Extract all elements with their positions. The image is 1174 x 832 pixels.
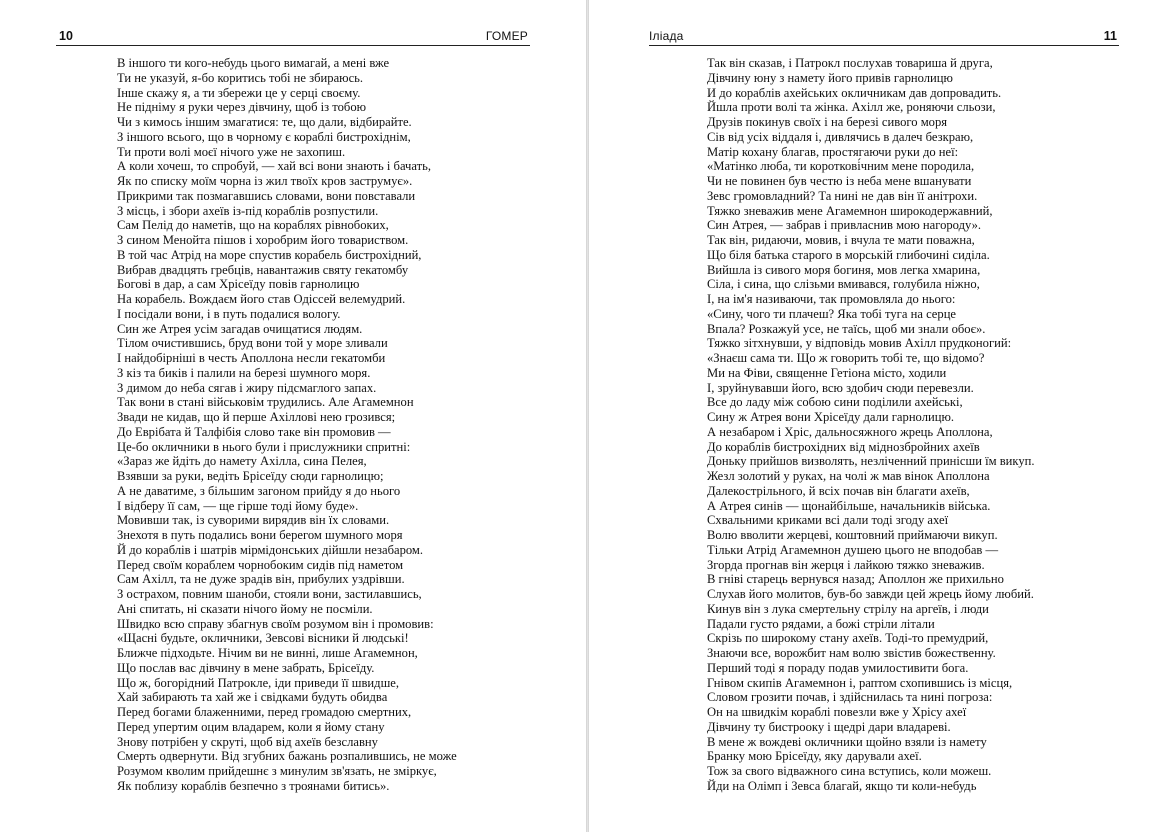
- verse-line: «Сину, чого ти плачеш? Яка тобі туга на серце: [707, 306, 957, 321]
- verse-line: До Еврібата й Талфібія слово таке він промовив —: [117, 424, 391, 439]
- verse-line: З димом до неба сягав і жиру підсмаглого запах.: [117, 380, 377, 395]
- verse-line: І, зруйнувавши його, всю здобич сюди перевезли.: [707, 380, 974, 395]
- verse-line: Перед своїм кораблем чорнобоким сидів під наметом: [117, 557, 404, 572]
- verse-line: Швидко всю справу збагнув своїм розумом він і промовив:: [117, 616, 434, 631]
- verse-line: Взявши за руки, ведіть Брісеїду сюди гарнолицю;: [117, 469, 384, 483]
- verse-line: Син же Атрея усім загадав очищатися людям.: [117, 321, 363, 336]
- verse-line: Ближче підходьте. Нічим ви не винні, лише Агамемнон,: [117, 646, 418, 660]
- verse-line: Згорда прогнав він жерця і лайкою тяжко зневажив.: [707, 557, 985, 572]
- verse-line: Ти не указуй, я-бо коритись тобі не збираюсь.: [117, 70, 364, 85]
- verse-line: Не підніму я руки через дівчину, щоб із тобою: [117, 100, 367, 115]
- verse-line: «Щасні будьте, окличники, Зевсові вісники й людські!: [117, 631, 409, 646]
- verse-line: Мовивши так, із суворими вирядив він їх словами.: [117, 513, 390, 528]
- verse-line: Жезл золотий у руках, на чолі ж мав вінок Аполлона: [707, 469, 990, 483]
- verse-line: И до кораблів ахейських окличникам дав допровадить.: [707, 85, 1002, 100]
- right-page: [589, 0, 1174, 832]
- right-page-header: [649, 27, 1119, 46]
- verse-line: Ані спитать, ні сказати нічого йому не посміли.: [117, 601, 373, 616]
- verse-line: Волю вволити жерцеві, коштовний приймаючи викуп.: [707, 528, 998, 542]
- verse-line: З острахом, повним шаноби, стояли вони, застилавшись,: [117, 587, 422, 601]
- verse-line: Кинув він з лука смертельну стрілу на аргеїв, і люди: [707, 601, 989, 616]
- verse-line: Словом грозити почав, і здійснилась та нині погроза:: [707, 690, 993, 705]
- verse-line: Тож за свого відважного сина вступись, коли можеш.: [707, 764, 992, 778]
- right-page-text: [707, 56, 1127, 794]
- verse-line: Знехотя в путь подались вони берегом шумного моря: [117, 528, 403, 542]
- verse-line: «Знаєш сама ти. Що ж говорить тобі те, що відомо?: [707, 351, 985, 365]
- verse-line: Як по списку моїм чорна із жил твоїх кров заструмує».: [117, 174, 413, 188]
- verse-line: Скрізь по широкому стану ахеїв. Тоді-то премудрий,: [707, 631, 989, 646]
- verse-line: А не даватиме, з більшим загоном прийду я до нього: [117, 483, 401, 498]
- verse-line: А незабаром і Хріс, дальносяжного жрець Аполлона,: [707, 424, 993, 439]
- verse-line: Перед упертим оцим владарем, коли я йому стану: [117, 719, 385, 734]
- verse-line: Дівчину юну з намету його привів гарнолицю: [707, 70, 953, 85]
- left-page-number: 10: [59, 29, 73, 43]
- verse-line: Ми на Фіви, священне Гетіона місто, ходили: [707, 365, 947, 380]
- verse-line: Гнівом скипів Агамемнон і, раптом схопившись із місця,: [707, 675, 1013, 690]
- verse-line: Знову потрібен у скруті, щоб від ахеїв безславну: [117, 734, 378, 749]
- verse-line: Падали густо рядами, а божі стріли літали: [707, 616, 935, 631]
- verse-line: Прикрими так позмагавшись словами, вони повставали: [117, 188, 416, 203]
- verse-line: Тяжко зітхнувши, у відповідь мовив Ахілл прудконогий:: [707, 336, 1012, 351]
- verse-line: Впала? Розкажуй усе, не таїсь, щоб ми знали обоє».: [707, 321, 986, 336]
- left-page: [0, 0, 586, 832]
- verse-line: Сів від усіх віддаля і, дивлячись в далеч безкраю,: [707, 129, 974, 144]
- verse-line: І найдобірніші в честь Аполлона несли гекатомби: [117, 351, 386, 365]
- verse-line: До кораблів бистрохідних від міднозбройних ахеїв: [707, 439, 980, 454]
- verse-line: Як поблизу кораблів безпечно з троянами битись».: [117, 778, 390, 793]
- left-page-text: [117, 56, 527, 794]
- verse-line: В іншого ти кого-небудь цього вимагай, а мені вже: [117, 56, 390, 70]
- left-running-title: ГОМЕР: [485, 29, 528, 43]
- verse-line: Що ж, богорідний Патрокле, іди приведи її швидше,: [117, 675, 400, 690]
- left-page-header: [56, 27, 530, 46]
- verse-line: Це-бо окличники в нього були і прислужники спритні:: [117, 439, 411, 454]
- verse-line: Он на швидкім кораблі повезли вже у Хрісу ахеї: [707, 705, 967, 719]
- verse-line: Хай забирають та хай же і свідками будуть обидва: [117, 690, 388, 705]
- verse-line: І відберу її сам, — ще гірше тоді йому буде».: [117, 498, 359, 513]
- verse-line: Матір кохану благав, простягаючи руки до неї:: [707, 144, 959, 159]
- verse-line: Тільки Атрід Агамемнон душею цього не вподобав —: [707, 542, 999, 557]
- verse-line: Перед богами блаженними, перед громадою смертних,: [117, 705, 412, 719]
- verse-line: Доньку прийшов визволять, незліченний принісши їм викуп.: [707, 454, 1035, 469]
- verse-line: І, на ім'я називаючи, так промовляла до нього:: [707, 292, 956, 306]
- verse-line: Інше скажу я, а ти збережи це у серці своєму.: [117, 85, 361, 100]
- verse-line: В той час Атрід на море спустив корабель бистрохідний,: [117, 247, 422, 262]
- verse-line: Бранку мою Брісеїду, яку дарували ахеї.: [707, 749, 922, 764]
- verse-line: Друзів покинув своїх і на березі сивого моря: [707, 115, 948, 129]
- verse-line: З іншого всього, що в чорному є кораблі бистрохіднім,: [117, 129, 411, 144]
- verse-line: А коли хочеш, то спробуй, — хай всі вони знають і бачать,: [117, 159, 432, 174]
- verse-line: Слухав його молитов, був-бо завжди цей жрець йому любий.: [707, 587, 1034, 601]
- verse-line: Син Атрея, — забрав і привласнив мою нагороду».: [707, 218, 982, 233]
- verse-line: Так він сказав, і Патрокл послухав товариша й друга,: [707, 56, 993, 70]
- verse-line: Так вони в стані військовім трудились. Але Агамемнон: [117, 395, 414, 410]
- right-running-title: Іліада: [649, 29, 684, 43]
- verse-line: Так він, ридаючи, мовив, і вчула те мати поважна,: [707, 233, 975, 247]
- verse-line: Сам Ахілл, та не дуже зрадів він, прибулих уздрівши.: [117, 572, 405, 587]
- verse-line: Чи з кимось іншим змагатися: те, що дали, відбирайте.: [117, 115, 412, 129]
- verse-line: Що біля батька старого в морській глибочині сиділа.: [707, 247, 990, 262]
- verse-line: Що послав вас дівчину в мене забрать, Брісеїду.: [117, 660, 375, 675]
- verse-line: «Зараз же йдіть до намету Ахілла, сина Пелея,: [117, 454, 367, 469]
- verse-line: Йшла проти волі та жінка. Ахілл же, роняючи сльози,: [707, 100, 996, 115]
- verse-line: Сіла, і сина, що слізьми вмивався, голубила ніжно,: [707, 277, 980, 292]
- verse-line: І посідали вони, і в путь подалися вологу.: [117, 306, 341, 321]
- verse-line: З місць, і збори ахеїв із-під кораблів розпустили.: [117, 203, 379, 218]
- verse-line: Звади не кидав, що й перше Ахіллові нею грозився;: [117, 410, 396, 424]
- verse-line: Все до ладу між собою сини поділили ахейські,: [707, 395, 963, 410]
- verse-line: Ти проти волі моєї нічого уже не захопиш.: [117, 144, 346, 159]
- verse-line: Тілом очистившись, бруд вони той у море зливали: [117, 336, 388, 351]
- verse-line: Зевс громовладний? Та нині не дав він її анітрохи.: [707, 188, 978, 203]
- verse-line: «Матінко люба, ти короткові́чним мене породила,: [707, 159, 975, 174]
- verse-line: Й до кораблів і шатрів мірмідонських дійшли незабаром.: [117, 542, 424, 557]
- verse-line: Схвальними криками всі дали тоді згоду ахеї: [707, 513, 949, 528]
- verse-line: Тяжко зневажив мене Агамемнон широкодержавний,: [707, 203, 993, 218]
- verse-line: Дівчину ту бистрооку і щедрі дари владареві.: [707, 719, 951, 734]
- verse-line: Богові в дар, а сам Хрісеїду повів гарнолицю: [117, 277, 360, 292]
- verse-line: Далекострільного, й всіх почав він благати ахеїв,: [707, 483, 970, 498]
- verse-line: Розумом кволим прийдешнє з минулим зв'язать, не зміркує,: [117, 764, 437, 778]
- verse-line: На корабель. Вождаєм його став Одіссей велемудрий.: [117, 292, 406, 306]
- verse-line: Чи не повинен був честю із неба мене вшанувати: [707, 174, 972, 188]
- verse-line: З сином Менойта пішов і хоробрим його товариством.: [117, 233, 409, 247]
- verse-line: Вибрав двадцять гребців, навантажив святу гекатомбу: [117, 262, 409, 277]
- verse-line: Перший тоді я пораду подав умилостивити бога.: [707, 660, 969, 675]
- verse-line: З кіз та биків і палили на березі шумного моря.: [117, 365, 371, 380]
- verse-line: Йди на Олімп і Зевса благай, якщо ти коли-небудь: [707, 778, 977, 793]
- verse-line: Знаючи все, ворожбит нам волю звістив божественну.: [707, 646, 996, 660]
- verse-line: А Атрея синів — щонайбільше, начальників війська.: [707, 498, 991, 513]
- verse-line: Вийшла із сивого моря богиня, мов легка хмарина,: [707, 262, 981, 277]
- verse-line: Смерть одвернути. Від згубних бажань розпалившись, не може: [117, 749, 457, 764]
- verse-line: В мене ж вождеві окличники щойно взяли із намету: [707, 734, 987, 749]
- verse-line: В гніві старець вернувся назад; Аполлон же прихильно: [707, 572, 1004, 587]
- verse-line: Сину ж Атрея вони Хрісеїду дали гарнолицю.: [707, 410, 955, 424]
- verse-line: Сам Пелід до наметів, що на кораблях рівнобоких,: [117, 218, 389, 233]
- right-page-number: 11: [1103, 29, 1117, 43]
